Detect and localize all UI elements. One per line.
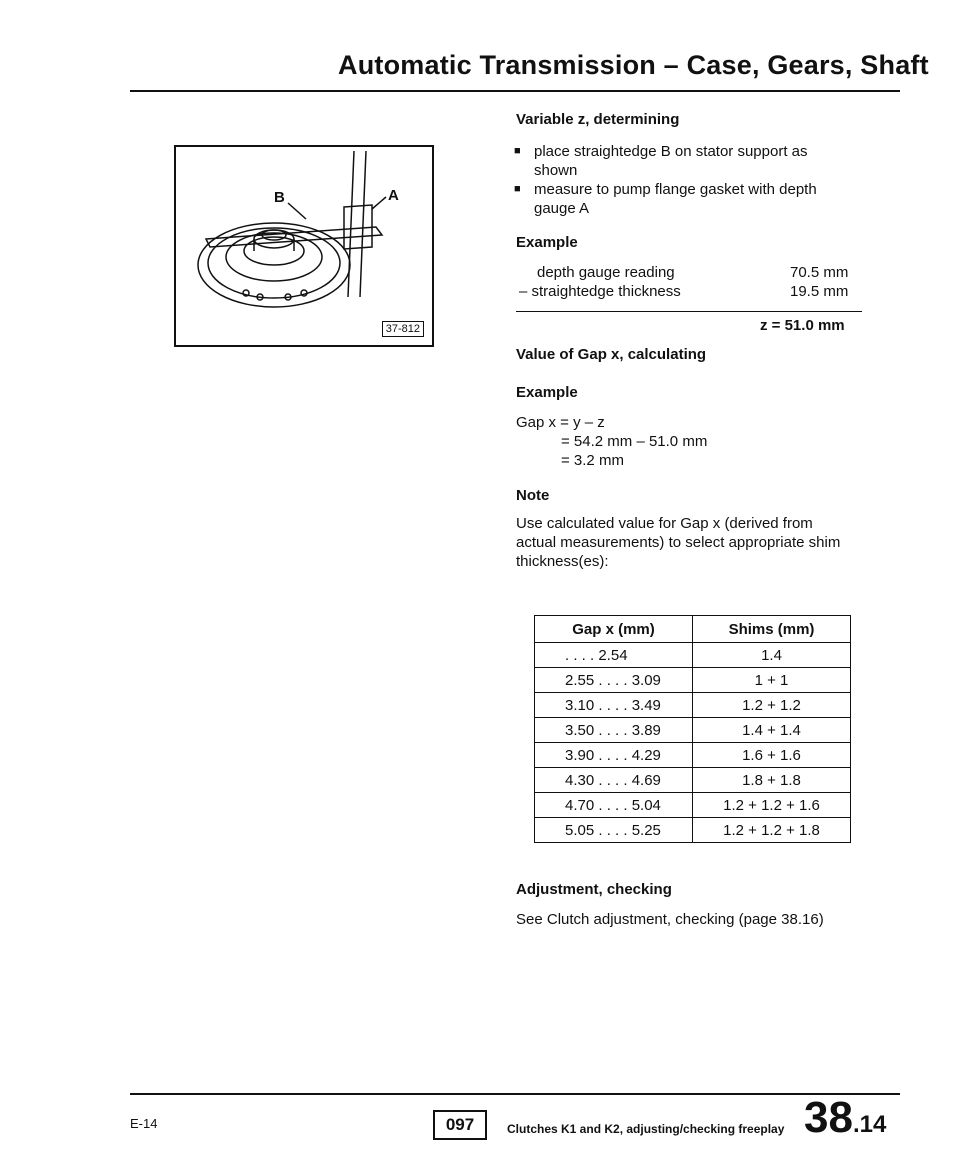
footer-box: 097: [433, 1110, 487, 1140]
table-row: [535, 818, 851, 843]
table-row: [535, 718, 851, 743]
shim-cell: 1.2 + 1.2: [693, 693, 851, 718]
footer-code: E-14: [130, 1116, 158, 1131]
note-heading: Note: [516, 487, 550, 504]
gap-cell: 3.90 . . . . 4.29: [535, 743, 693, 768]
gap-cell: 4.70 . . . . 5.04: [535, 793, 693, 818]
table-header-gap: Gap x (mm): [535, 616, 693, 643]
example-heading: Example: [516, 234, 578, 251]
shim-cell: 1.8 + 1.8: [693, 768, 851, 793]
gap-cell: 3.10 . . . . 3.49: [535, 693, 693, 718]
adjustment-heading: Adjustment, checking: [516, 881, 672, 898]
header-rule: [130, 90, 900, 92]
variable-z-heading: Variable z, determining: [516, 111, 680, 128]
footer-rule: [130, 1093, 900, 1095]
bullet-item: ■ measure to pump flange gasket with depth gauge A: [516, 180, 854, 218]
footer-description: Clutches K1 and K2, adjusting/checking freeplay: [507, 1122, 785, 1136]
gap-cell: 3.50 . . . . 3.89: [535, 718, 693, 743]
shim-cell: 1.2 + 1.2 + 1.6: [693, 793, 851, 818]
table-header-row: [535, 616, 851, 643]
shim-table: [534, 615, 851, 843]
shim-cell: 1.4 + 1.4: [693, 718, 851, 743]
gap-formula-line1: Gap x = y – z: [516, 414, 605, 431]
shim-cell: 1 + 1: [693, 668, 851, 693]
example-row-label: depth gauge reading: [537, 264, 675, 281]
table-row: [535, 793, 851, 818]
transmission-illustration: [176, 147, 432, 345]
shim-cell: 1.6 + 1.6: [693, 743, 851, 768]
gap-cell: 4.30 . . . . 4.69: [535, 768, 693, 793]
table-row: [535, 668, 851, 693]
gap-cell: 2.55 . . . . 3.09: [535, 668, 693, 693]
note-text: Use calculated value for Gap x (derived from actual measurements) to select appropriate shim thickness(es):: [516, 515, 841, 570]
figure-label-a: A: [388, 187, 399, 204]
bullet-item: ■ place straightedge B on stator support as shown: [516, 142, 854, 180]
table-row: [535, 693, 851, 718]
example-row-value: 19.5 mm: [790, 283, 849, 300]
gap-formula-line2: = 54.2 mm – 51.0 mm: [561, 433, 708, 450]
shim-cell: 1.2 + 1.2 + 1.8: [693, 818, 851, 843]
example-row-label: – straightedge thickness: [519, 283, 681, 300]
page-title: Automatic Transmission – Case, Gears, Shaft: [338, 50, 929, 80]
gap-cell: . . . . 2.54: [535, 643, 693, 668]
gap-example-heading: Example: [516, 384, 578, 401]
figure-straightedge-gauge: [174, 145, 434, 347]
figure-label-b: B: [274, 189, 285, 206]
page-number: [804, 1093, 886, 1143]
page-number-major: 38: [804, 1093, 853, 1142]
table-row: [535, 768, 851, 793]
sum-rule: [516, 311, 862, 312]
table-row: [535, 743, 851, 768]
z-result: z = 51.0 mm: [760, 317, 845, 334]
gap-cell: 5.05 . . . . 5.25: [535, 818, 693, 843]
gap-formula-line3: = 3.2 mm: [561, 452, 624, 469]
table-header-shims: Shims (mm): [693, 616, 851, 643]
table-row: [535, 643, 851, 668]
gap-x-heading: Value of Gap x, calculating: [516, 346, 707, 363]
shim-cell: 1.4: [693, 643, 851, 668]
page-number-minor: .14: [852, 1111, 887, 1138]
figure-id: 37-812: [382, 321, 424, 337]
example-row-value: 70.5 mm: [790, 264, 849, 281]
adjustment-text: See Clutch adjustment, checking (page 38.16): [516, 911, 824, 928]
